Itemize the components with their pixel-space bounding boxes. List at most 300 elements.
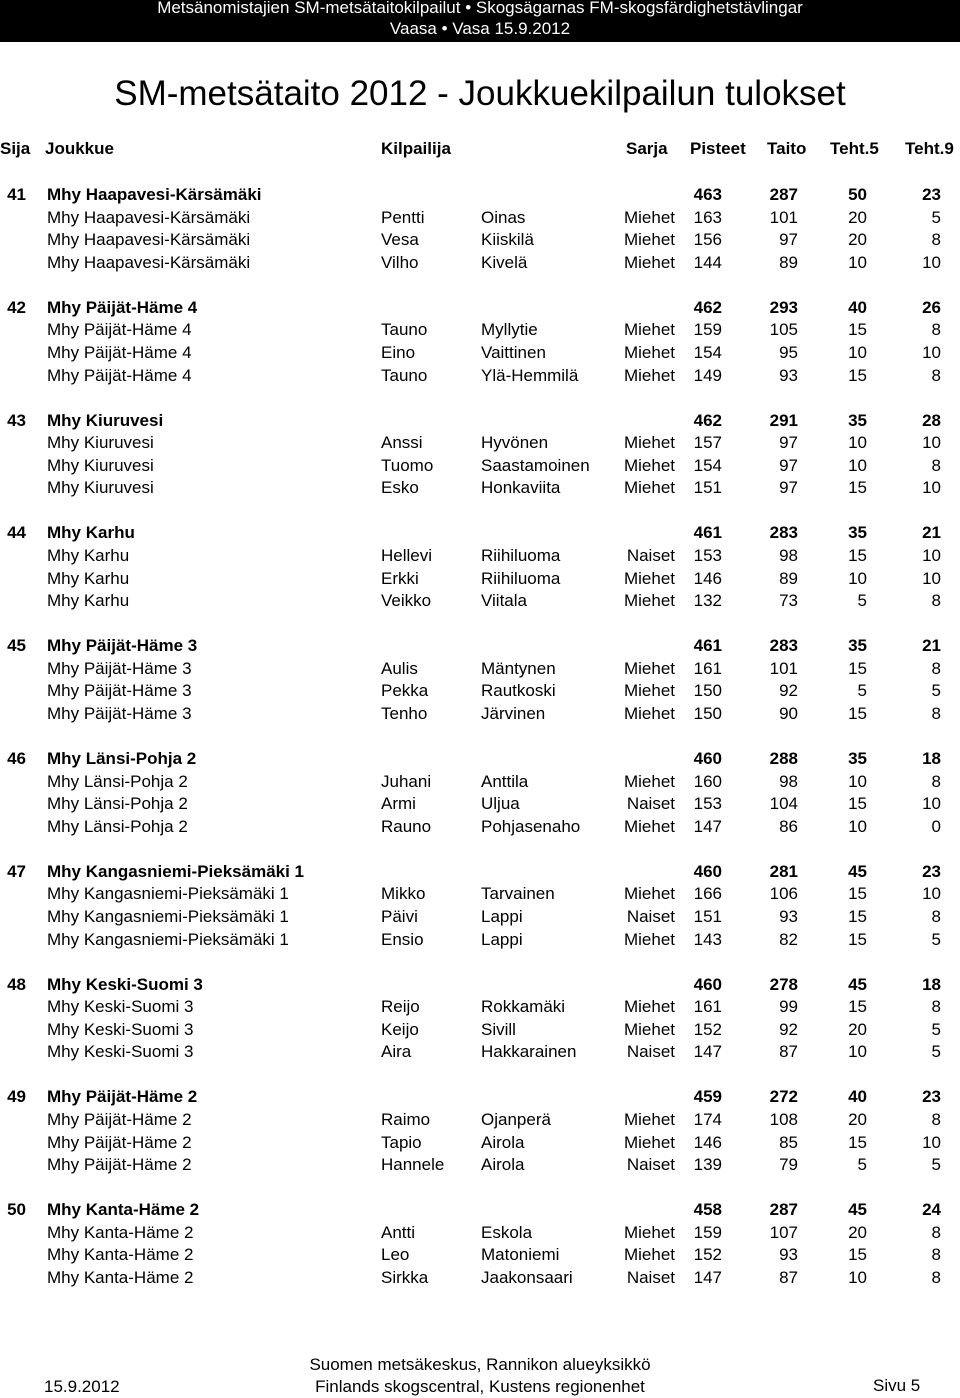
member-first-name: Mikko: [381, 884, 426, 904]
member-first-name: Armi: [381, 794, 416, 814]
member-team: Mhy Päijät-Häme 2: [47, 1132, 192, 1152]
team-teht9: 21: [922, 523, 941, 543]
team-name: Mhy Länsi-Pohja 2: [47, 749, 197, 768]
member-teht5: 10: [848, 455, 867, 475]
member-last-name: Lappi: [481, 907, 523, 926]
member-team: Mhy Kangasniemi-Pieksämäki 1: [47, 929, 289, 949]
member-teht5: 10: [848, 1268, 867, 1287]
member-last-name: Lappi: [481, 929, 523, 949]
member-teht9: 8: [931, 997, 941, 1017]
member-pisteet: 147: [693, 1042, 722, 1062]
member-sarja: Miehet: [623, 455, 675, 475]
team-name: Mhy Karhu: [47, 523, 135, 543]
banner-line-1: Metsänomistajien SM-metsätaitokilpailut • Skogsägarnas FM-skogsfärdighetstävlingar: [157, 0, 803, 17]
member-pisteet: 146: [693, 1132, 722, 1152]
member-teht5: 15: [848, 1245, 867, 1265]
header-teht9: Teht.9: [905, 139, 954, 158]
header-joukkue: Joukkue: [45, 139, 114, 158]
team-pisteet: 460: [693, 974, 722, 994]
member-sarja: Miehet: [623, 997, 675, 1017]
member-taito: 89: [779, 252, 798, 272]
member-last-name: Rautkoski: [481, 681, 556, 701]
team-pisteet: 462: [693, 297, 722, 317]
member-sarja: Miehet: [623, 816, 675, 836]
team-rank: 41: [7, 185, 26, 204]
member-teht9: 10: [922, 546, 941, 565]
member-taito: 105: [769, 320, 798, 340]
member-first-name: Keijo: [381, 1019, 419, 1039]
member-sarja: Miehet: [623, 320, 675, 340]
member-teht5: 15: [848, 478, 867, 498]
member-taito: 98: [779, 546, 798, 565]
member-teht5: 5: [857, 1155, 867, 1175]
member-teht5: 15: [848, 320, 867, 340]
team-taito: 287: [769, 1200, 798, 1220]
member-pisteet: 143: [693, 929, 722, 949]
team-teht9: 26: [922, 297, 941, 317]
team-teht5: 50: [848, 185, 867, 204]
member-last-name: Jaakonsaari: [481, 1268, 573, 1287]
member-team: Mhy Länsi-Pohja 2: [47, 771, 188, 791]
member-teht9: 8: [931, 591, 941, 611]
member-first-name: Antti: [381, 1222, 416, 1242]
team-taito: 291: [769, 410, 798, 430]
member-taito: 98: [779, 771, 798, 791]
member-teht5: 15: [848, 929, 867, 949]
member-taito: 87: [779, 1268, 798, 1287]
member-sarja: Naiset: [626, 1042, 675, 1062]
header-pisteet: Pisteet: [690, 139, 746, 158]
member-last-name: Riihiluoma: [481, 568, 561, 588]
member-last-name: Järvinen: [481, 704, 546, 723]
member-team: Mhy Kangasniemi-Pieksämäki 1: [47, 884, 289, 904]
page-title: SM-metsätaito 2012 - Joukkuekilpailun tulokset: [114, 74, 846, 113]
member-pisteet: 154: [693, 343, 722, 362]
member-sarja: Miehet: [623, 1245, 675, 1265]
member-pisteet: 151: [693, 478, 722, 498]
team-pisteet: 461: [693, 636, 722, 656]
member-teht9: 10: [922, 568, 941, 588]
member-first-name: Tauno: [381, 320, 428, 340]
member-last-name: Kivelä: [481, 252, 528, 272]
team-pisteet: 462: [693, 410, 722, 430]
member-sarja: Miehet: [623, 230, 675, 250]
member-last-name: Pohjasenaho: [481, 816, 581, 836]
member-pisteet: 174: [693, 1110, 722, 1129]
member-first-name: Raimo: [381, 1110, 431, 1129]
member-teht5: 10: [848, 252, 867, 272]
member-taito: 90: [779, 704, 798, 723]
member-team: Mhy Kanta-Häme 2: [47, 1268, 194, 1287]
member-first-name: Pentti: [381, 207, 425, 227]
team-teht5: 45: [848, 974, 867, 994]
member-pisteet: 152: [693, 1019, 722, 1039]
member-pisteet: 159: [693, 320, 722, 340]
member-teht9: 10: [922, 794, 941, 814]
team-name: Mhy Päijät-Häme 3: [47, 636, 198, 656]
team-teht9: 23: [922, 1087, 941, 1107]
member-team: Mhy Kiuruvesi: [47, 433, 154, 453]
member-team: Mhy Päijät-Häme 3: [47, 704, 192, 723]
member-taito: 79: [779, 1155, 798, 1175]
member-sarja: Miehet: [623, 771, 675, 791]
member-first-name: Tapio: [381, 1132, 422, 1152]
member-taito: 85: [779, 1132, 798, 1152]
member-teht9: 8: [931, 907, 941, 926]
member-team: Mhy Länsi-Pohja 2: [47, 794, 188, 814]
team-pisteet: 459: [693, 1087, 722, 1107]
member-sarja: Miehet: [623, 681, 675, 701]
member-teht9: 10: [922, 433, 941, 453]
team-rank: 45: [7, 636, 26, 656]
member-last-name: Kiiskilä: [481, 230, 534, 250]
team-taito: 283: [769, 636, 798, 656]
member-sarja: Miehet: [623, 658, 675, 678]
header-sarja: Sarja: [626, 139, 668, 158]
team-teht9: 18: [922, 749, 941, 768]
member-last-name: Tarvainen: [481, 884, 555, 904]
member-last-name: Airola: [481, 1155, 525, 1175]
team-teht5: 35: [848, 523, 867, 543]
member-teht9: 5: [931, 1019, 941, 1039]
member-taito: 106: [769, 884, 798, 904]
member-pisteet: 149: [693, 365, 722, 385]
member-first-name: Erkki: [381, 568, 419, 588]
member-sarja: Miehet: [623, 433, 675, 453]
member-first-name: Sirkka: [381, 1268, 429, 1287]
member-sarja: Naiset: [626, 1268, 675, 1287]
team-name: Mhy Päijät-Häme 2: [47, 1087, 198, 1107]
team-pisteet: 463: [693, 185, 722, 204]
team-rank: 43: [7, 410, 26, 430]
member-pisteet: 132: [693, 591, 722, 611]
member-teht9: 8: [931, 230, 941, 250]
member-last-name: Sivill: [481, 1019, 516, 1039]
member-first-name: Aulis: [381, 658, 418, 678]
member-teht5: 15: [848, 546, 867, 565]
team-pisteet: 458: [693, 1200, 722, 1220]
member-team: Mhy Keski-Suomi 3: [47, 997, 194, 1017]
member-last-name: Mäntynen: [481, 658, 556, 678]
member-team: Mhy Päijät-Häme 2: [47, 1155, 192, 1175]
member-taito: 101: [769, 658, 798, 678]
member-teht5: 5: [857, 591, 867, 611]
member-teht9: 10: [922, 884, 941, 904]
team-teht5: 35: [848, 749, 867, 768]
footer-date: 15.9.2012: [44, 1377, 120, 1396]
member-team: Mhy Haapavesi-Kärsämäki: [47, 207, 251, 227]
member-teht9: 5: [931, 929, 941, 949]
team-taito: 283: [769, 523, 798, 543]
member-teht9: 5: [931, 1042, 941, 1062]
member-first-name: Tuomo: [381, 455, 434, 475]
footer-page-number: Sivu 5: [873, 1376, 921, 1395]
member-pisteet: 139: [693, 1155, 722, 1175]
member-teht9: 8: [931, 771, 941, 791]
member-sarja: Miehet: [623, 929, 675, 949]
member-teht5: 20: [848, 207, 867, 227]
member-last-name: Matoniemi: [481, 1245, 560, 1265]
member-teht9: 5: [931, 681, 941, 701]
team-teht9: 18: [922, 974, 941, 994]
team-rank: 46: [7, 749, 26, 768]
member-team: Mhy Kiuruvesi: [47, 455, 154, 475]
member-first-name: Reijo: [381, 997, 420, 1017]
team-teht5: 35: [848, 410, 867, 430]
member-sarja: Miehet: [623, 704, 675, 723]
member-last-name: Eskola: [481, 1222, 533, 1242]
member-teht5: 15: [848, 997, 867, 1017]
member-sarja: Naiset: [626, 546, 675, 565]
member-first-name: Vesa: [381, 230, 419, 250]
member-taito: 97: [779, 433, 798, 453]
member-team: Mhy Haapavesi-Kärsämäki: [47, 252, 251, 272]
member-last-name: Vaittinen: [481, 343, 546, 362]
member-team: Mhy Keski-Suomi 3: [47, 1019, 194, 1039]
member-team: Mhy Karhu: [47, 568, 130, 588]
member-taito: 82: [779, 929, 798, 949]
member-team: Mhy Kanta-Häme 2: [47, 1245, 194, 1265]
member-teht9: 10: [922, 343, 941, 362]
footer-org-line-2: Finlands skogscentral, Kustens regionenhet: [315, 1377, 645, 1396]
member-sarja: Miehet: [623, 343, 675, 362]
member-first-name: Vilho: [381, 252, 419, 272]
member-sarja: Naiset: [626, 794, 675, 814]
member-last-name: Uljua: [481, 794, 520, 814]
team-rank: 42: [7, 297, 26, 317]
team-taito: 293: [769, 297, 798, 317]
member-last-name: Hyvönen: [481, 433, 549, 453]
member-pisteet: 146: [693, 568, 722, 588]
member-first-name: Ensio: [381, 929, 424, 949]
member-first-name: Päivi: [381, 907, 418, 926]
member-last-name: Ojanperä: [481, 1110, 551, 1129]
member-taito: 101: [769, 207, 798, 227]
member-sarja: Miehet: [623, 568, 675, 588]
member-pisteet: 166: [693, 884, 722, 904]
member-taito: 93: [779, 1245, 798, 1265]
member-teht5: 15: [848, 365, 867, 385]
member-teht5: 15: [848, 1132, 867, 1152]
member-teht9: 8: [931, 365, 941, 385]
member-taito: 92: [779, 1019, 798, 1039]
team-rank: 44: [7, 523, 26, 543]
member-pisteet: 156: [693, 230, 722, 250]
member-team: Mhy Karhu: [47, 546, 130, 565]
member-team: Mhy Päijät-Häme 4: [47, 343, 192, 362]
member-teht5: 15: [848, 884, 867, 904]
member-taito: 93: [779, 907, 798, 926]
team-teht9: 24: [922, 1200, 941, 1220]
team-name: Mhy Kanta-Häme 2: [47, 1200, 200, 1220]
member-sarja: Miehet: [623, 1019, 675, 1039]
member-last-name: Hakkarainen: [481, 1042, 577, 1062]
member-pisteet: 153: [693, 546, 722, 565]
team-taito: 288: [769, 749, 798, 768]
member-teht9: 10: [922, 252, 941, 272]
team-rank: 50: [7, 1200, 26, 1220]
member-sarja: Miehet: [623, 252, 675, 272]
team-teht5: 40: [848, 297, 867, 317]
member-first-name: Esko: [381, 478, 419, 498]
member-last-name: Anttila: [481, 771, 529, 791]
member-teht5: 20: [848, 1222, 867, 1242]
member-team: Mhy Päijät-Häme 4: [47, 320, 192, 340]
member-team: Mhy Päijät-Häme 2: [47, 1110, 192, 1129]
member-teht9: 0: [931, 816, 941, 836]
member-team: Mhy Päijät-Häme 3: [47, 658, 192, 678]
member-team: Mhy Päijät-Häme 4: [47, 365, 192, 385]
member-teht5: 10: [848, 1042, 867, 1062]
team-name: Mhy Päijät-Häme 4: [47, 297, 198, 317]
team-teht5: 45: [848, 861, 867, 881]
member-teht9: 10: [922, 1132, 941, 1152]
team-teht9: 28: [922, 410, 941, 430]
member-sarja: Naiset: [626, 907, 675, 926]
member-teht5: 20: [848, 1019, 867, 1039]
member-pisteet: 150: [693, 681, 722, 701]
member-taito: 97: [779, 455, 798, 475]
member-teht9: 5: [931, 207, 941, 227]
member-taito: 87: [779, 1042, 798, 1062]
team-name: Mhy Kangasniemi-Pieksämäki 1: [47, 861, 305, 881]
team-rank: 48: [7, 974, 26, 994]
team-teht5: 45: [848, 1200, 867, 1220]
member-teht9: 8: [931, 1268, 941, 1287]
member-team: Mhy Haapavesi-Kärsämäki: [47, 230, 251, 250]
member-pisteet: 153: [693, 794, 722, 814]
member-taito: 93: [779, 365, 798, 385]
member-teht5: 10: [848, 771, 867, 791]
member-last-name: Airola: [481, 1132, 525, 1152]
member-taito: 86: [779, 816, 798, 836]
member-pisteet: 160: [693, 771, 722, 791]
member-first-name: Eino: [381, 343, 416, 362]
member-teht9: 10: [922, 478, 941, 498]
team-name: Mhy Kiuruvesi: [47, 410, 164, 430]
member-first-name: Aira: [381, 1042, 412, 1062]
member-teht5: 10: [848, 433, 867, 453]
member-teht5: 5: [857, 681, 867, 701]
member-first-name: Tauno: [381, 365, 428, 385]
member-taito: 73: [779, 591, 798, 611]
member-last-name: Viitala: [481, 591, 527, 611]
member-sarja: Miehet: [623, 478, 675, 498]
member-first-name: Hannele: [381, 1155, 445, 1175]
member-teht9: 8: [931, 658, 941, 678]
team-rank: 47: [7, 861, 26, 881]
member-team: Mhy Karhu: [47, 591, 130, 611]
member-taito: 108: [769, 1110, 798, 1129]
member-teht9: 8: [931, 1222, 941, 1242]
member-sarja: Naiset: [626, 1155, 675, 1175]
member-sarja: Miehet: [623, 207, 675, 227]
member-last-name: Riihiluoma: [481, 546, 561, 565]
member-teht9: 8: [931, 704, 941, 723]
member-taito: 92: [779, 681, 798, 701]
member-sarja: Miehet: [623, 591, 675, 611]
member-first-name: Hellevi: [381, 546, 433, 565]
team-teht9: 21: [922, 636, 941, 656]
header-kilpailija: Kilpailija: [381, 139, 451, 158]
team-name: Mhy Keski-Suomi 3: [47, 974, 203, 994]
team-pisteet: 461: [693, 523, 722, 543]
member-pisteet: 152: [693, 1245, 722, 1265]
member-first-name: Veikko: [381, 591, 432, 611]
team-teht5: 40: [848, 1087, 867, 1107]
member-teht5: 20: [848, 230, 867, 250]
member-first-name: Pekka: [381, 681, 429, 701]
member-team: Mhy Keski-Suomi 3: [47, 1042, 194, 1062]
member-pisteet: 147: [693, 816, 722, 836]
team-teht5: 35: [848, 636, 867, 656]
member-last-name: Myllytie: [481, 320, 538, 340]
member-teht5: 15: [848, 794, 867, 814]
member-teht5: 20: [848, 1110, 867, 1129]
team-taito: 278: [769, 974, 798, 994]
team-taito: 272: [769, 1087, 798, 1107]
team-taito: 281: [769, 861, 798, 881]
member-teht9: 8: [931, 1110, 941, 1129]
team-teht9: 23: [922, 185, 941, 204]
member-team: Mhy Länsi-Pohja 2: [47, 816, 188, 836]
member-teht5: 10: [848, 568, 867, 588]
member-teht5: 15: [848, 704, 867, 723]
member-taito: 99: [779, 997, 798, 1017]
member-sarja: Miehet: [623, 1132, 675, 1152]
member-pisteet: 147: [693, 1268, 722, 1287]
member-last-name: Ylä-Hemmilä: [481, 365, 579, 385]
member-teht5: 10: [848, 816, 867, 836]
member-teht5: 10: [848, 343, 867, 362]
team-pisteet: 460: [693, 861, 722, 881]
member-first-name: Tenho: [381, 704, 428, 723]
member-taito: 89: [779, 568, 798, 588]
member-last-name: Honkaviita: [481, 478, 561, 498]
team-teht9: 23: [922, 861, 941, 881]
member-teht9: 8: [931, 1245, 941, 1265]
member-pisteet: 150: [693, 704, 722, 723]
member-teht5: 15: [848, 907, 867, 926]
member-pisteet: 154: [693, 455, 722, 475]
member-first-name: Rauno: [381, 816, 432, 836]
member-teht9: 5: [931, 1155, 941, 1175]
member-pisteet: 161: [693, 658, 722, 678]
member-last-name: Saastamoinen: [481, 455, 590, 475]
member-pisteet: 161: [693, 997, 722, 1017]
header-sija: Sija: [0, 139, 31, 158]
team-taito: 287: [769, 185, 798, 204]
team-pisteet: 460: [693, 749, 722, 768]
banner-line-2: Vaasa • Vasa 15.9.2012: [389, 19, 571, 38]
member-team: Mhy Kanta-Häme 2: [47, 1222, 194, 1242]
member-first-name: Leo: [381, 1245, 410, 1265]
member-taito: 97: [779, 478, 798, 498]
member-sarja: Miehet: [623, 884, 675, 904]
member-team: Mhy Kangasniemi-Pieksämäki 1: [47, 907, 289, 926]
member-taito: 95: [779, 343, 798, 362]
member-pisteet: 151: [693, 907, 722, 926]
member-sarja: Miehet: [623, 1222, 675, 1242]
member-pisteet: 159: [693, 1222, 722, 1242]
member-team: Mhy Päijät-Häme 3: [47, 681, 192, 701]
header-teht5: Teht.5: [830, 139, 879, 158]
member-first-name: Juhani: [381, 771, 432, 791]
member-pisteet: 144: [693, 252, 722, 272]
team-rank: 49: [7, 1087, 26, 1107]
member-teht9: 8: [931, 455, 941, 475]
footer-org-line-1: Suomen metsäkeskus, Rannikon alueyksikkö: [309, 1355, 651, 1374]
